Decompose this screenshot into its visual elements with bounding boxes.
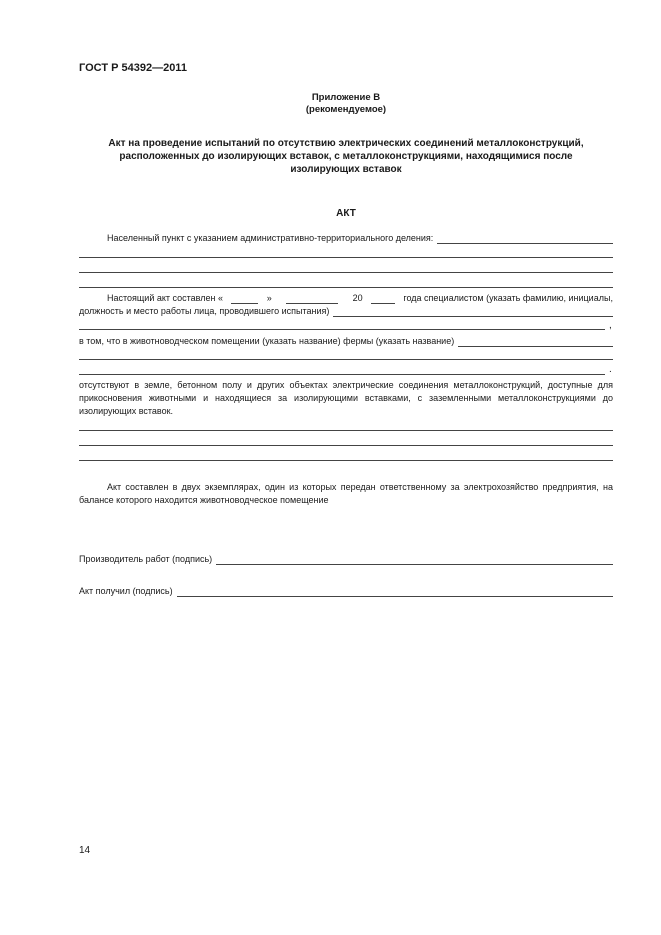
appendix-title: Приложение В bbox=[311, 92, 381, 103]
period: . bbox=[609, 364, 612, 375]
notes-line-2[interactable] bbox=[79, 445, 613, 446]
quote-close: » bbox=[266, 293, 272, 303]
performer-label: Производитель работ (подпись) bbox=[79, 554, 213, 564]
inspector-field[interactable] bbox=[333, 307, 613, 317]
premises-label: в том, что в животноводческом помещении (указать название) фермы (указать название) bbox=[79, 336, 455, 346]
locality-line-4[interactable] bbox=[79, 287, 613, 288]
notes-line-1[interactable] bbox=[79, 430, 613, 431]
comma: , bbox=[609, 320, 612, 331]
locality-row bbox=[79, 232, 613, 244]
premises-field[interactable] bbox=[458, 337, 613, 347]
year-prefix: 20 bbox=[352, 293, 363, 303]
locality-line-2[interactable] bbox=[79, 257, 613, 258]
premises-row bbox=[79, 335, 613, 347]
premises-line-3[interactable] bbox=[79, 374, 605, 375]
receiver-row bbox=[79, 585, 613, 597]
appendix-note: (рекомендуемое) bbox=[305, 104, 387, 115]
locality-label: Населенный пункт с указанием административно-территориального деления: bbox=[107, 233, 434, 243]
main-title-line-1: Акт на проведение испытаний по отсутствию электрических соединений металлоконструкций, bbox=[108, 138, 584, 149]
absence-paragraph: отсутствуют в земле, бетонном полу и других объектах электрические соединения металлоконструкций, доступные для прикосновения животными и находящиеся за изолирующими вставками, с заземленными металлоконструкциями до изолирующих вставок. bbox=[79, 380, 613, 416]
main-title-line-3: изолирующих вставок bbox=[290, 164, 402, 175]
compiled-line-2: должность и место работы лица, проводившего испытания) bbox=[79, 306, 330, 316]
main-title-line-2: расположенных до изолирующих вставок, с металлоконструкциями, находящимися после bbox=[119, 151, 573, 162]
performer-signature-field[interactable] bbox=[216, 555, 613, 565]
inspector-line-2[interactable] bbox=[79, 329, 605, 330]
locality-line-3[interactable] bbox=[79, 272, 613, 273]
document-code: ГОСТ Р 54392—2011 bbox=[79, 62, 187, 74]
compiled-row bbox=[79, 292, 613, 304]
premises-line-2[interactable] bbox=[79, 359, 613, 360]
notes-line-3[interactable] bbox=[79, 460, 613, 461]
copies-paragraph: Акт составлен в двух экземплярах, один из которых передан ответственному за электрохозяйство предприятия, на балансе которого находится животноводческое помещение bbox=[79, 482, 613, 505]
locality-field[interactable] bbox=[437, 234, 613, 244]
receiver-signature-field[interactable] bbox=[177, 587, 613, 597]
act-heading: АКТ bbox=[336, 208, 356, 219]
month-field[interactable] bbox=[286, 294, 338, 304]
year-field[interactable] bbox=[371, 294, 395, 304]
performer-row bbox=[79, 553, 613, 565]
compiled-suffix: года специалистом (указать фамилию, инициалы, bbox=[403, 293, 613, 303]
day-field[interactable] bbox=[231, 294, 258, 304]
compiled-prefix: Настоящий акт составлен « bbox=[107, 293, 223, 303]
page-number: 14 bbox=[79, 845, 91, 856]
receiver-label: Акт получил (подпись) bbox=[79, 586, 173, 596]
compiled-row-2 bbox=[79, 305, 613, 317]
